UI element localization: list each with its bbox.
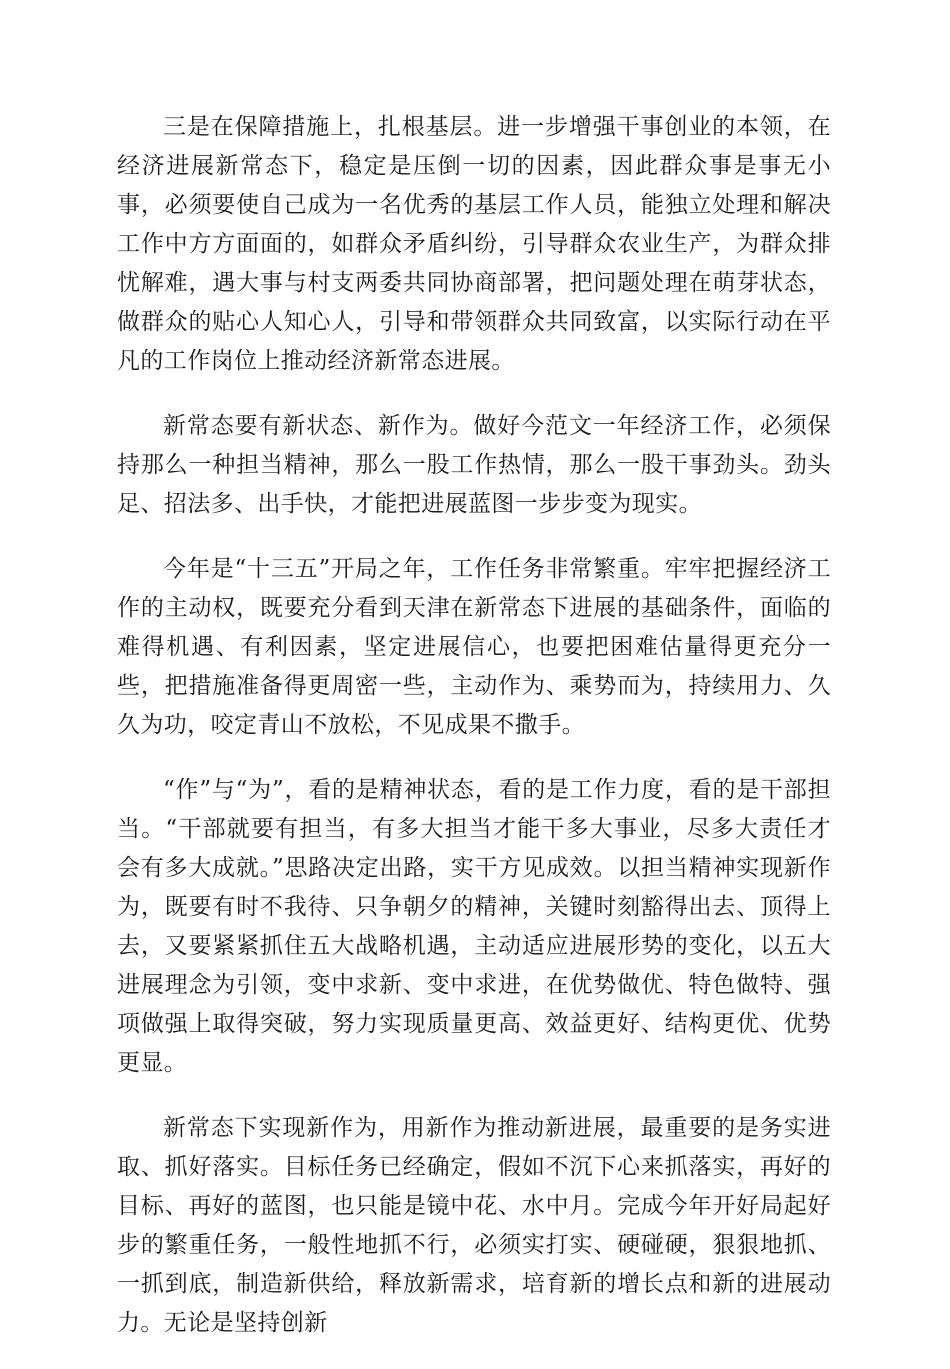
paragraph-5: 新常态下实现新作为，用新作为推动新进展，最重要的是务实进取、抓好落实。目标任务已经确定，假如不沉下心来抓落实，再好的目标、再好的蓝图，也只能是镜中花、水中月。完成今年开好局起好步的繁重任务，一般性地抓不行，必须实打实、硬碰硬，狠狠地抓、一抓到底，制造新供给，释放新需求，培育新的增长点和新的进展动力。无论是坚持创新 [117,1115,831,1336]
paragraph-1: 三是在保障措施上，扎根基层。进一步增强干事创业的本领，在经济进展新常态下，稳定是压倒一切的因素，因此群众事是事无小事，必须要使自己成为一名优秀的基层工作人员，能独立处理和解决工作中方方面面的，如群众矛盾纠纷，引导群众农业生产，为群众排忧解难，遇大事与村支两委共同协商部署，把问题处理在萌芽状态，做群众的贴心人知心人，引导和带领群众共同致富，以实际行动在平凡的工作岗位上推动经济新常态进展。 [117,114,831,374]
paragraph-4: “作”与“为”，看的是精神状态，看的是工作力度，看的是干部担当。“干部就要有担当，有多大担当才能干多大事业，尽多大责任才会有多大成就。”思路决定出路，实干方见成效。以担当精神实现新作为，既要有时不我待、只争朝夕的精神，关键时刻豁得出去、顶得上去，又要紧紧抓住五大战略机遇，主动适应进展形势的变化，以五大进展理念为引领，变中求新、变中求进，在优势做优、特色做特、强项做强上取得突破，努力实现质量更高、效益更好、结构更优、优势更显。 [117,777,831,1076]
paragraph-3: 今年是“十三五”开局之年，工作任务非常繁重。牢牢把握经济工作的主动权，既要充分看到天津在新常态下进展的基础条件，面临的难得机遇、有利因素，坚定进展信心，也要把困难估量得更充分一些，把措施准备得更周密一些，主动作为、乘势而为，持续用力、久久为功，咬定青山不放松，不见成果不撒手。 [117,556,831,738]
body-text [117,108,831,1369]
paragraph-2: 新常态要有新状态、新作为。做好今范文一年经济工作，必须保持那么一种担当精神，那么一股工作热情，那么一股干事劲头。劲头足、招法多、出手快，才能把进展蓝图一步步变为现实。 [117,413,831,517]
